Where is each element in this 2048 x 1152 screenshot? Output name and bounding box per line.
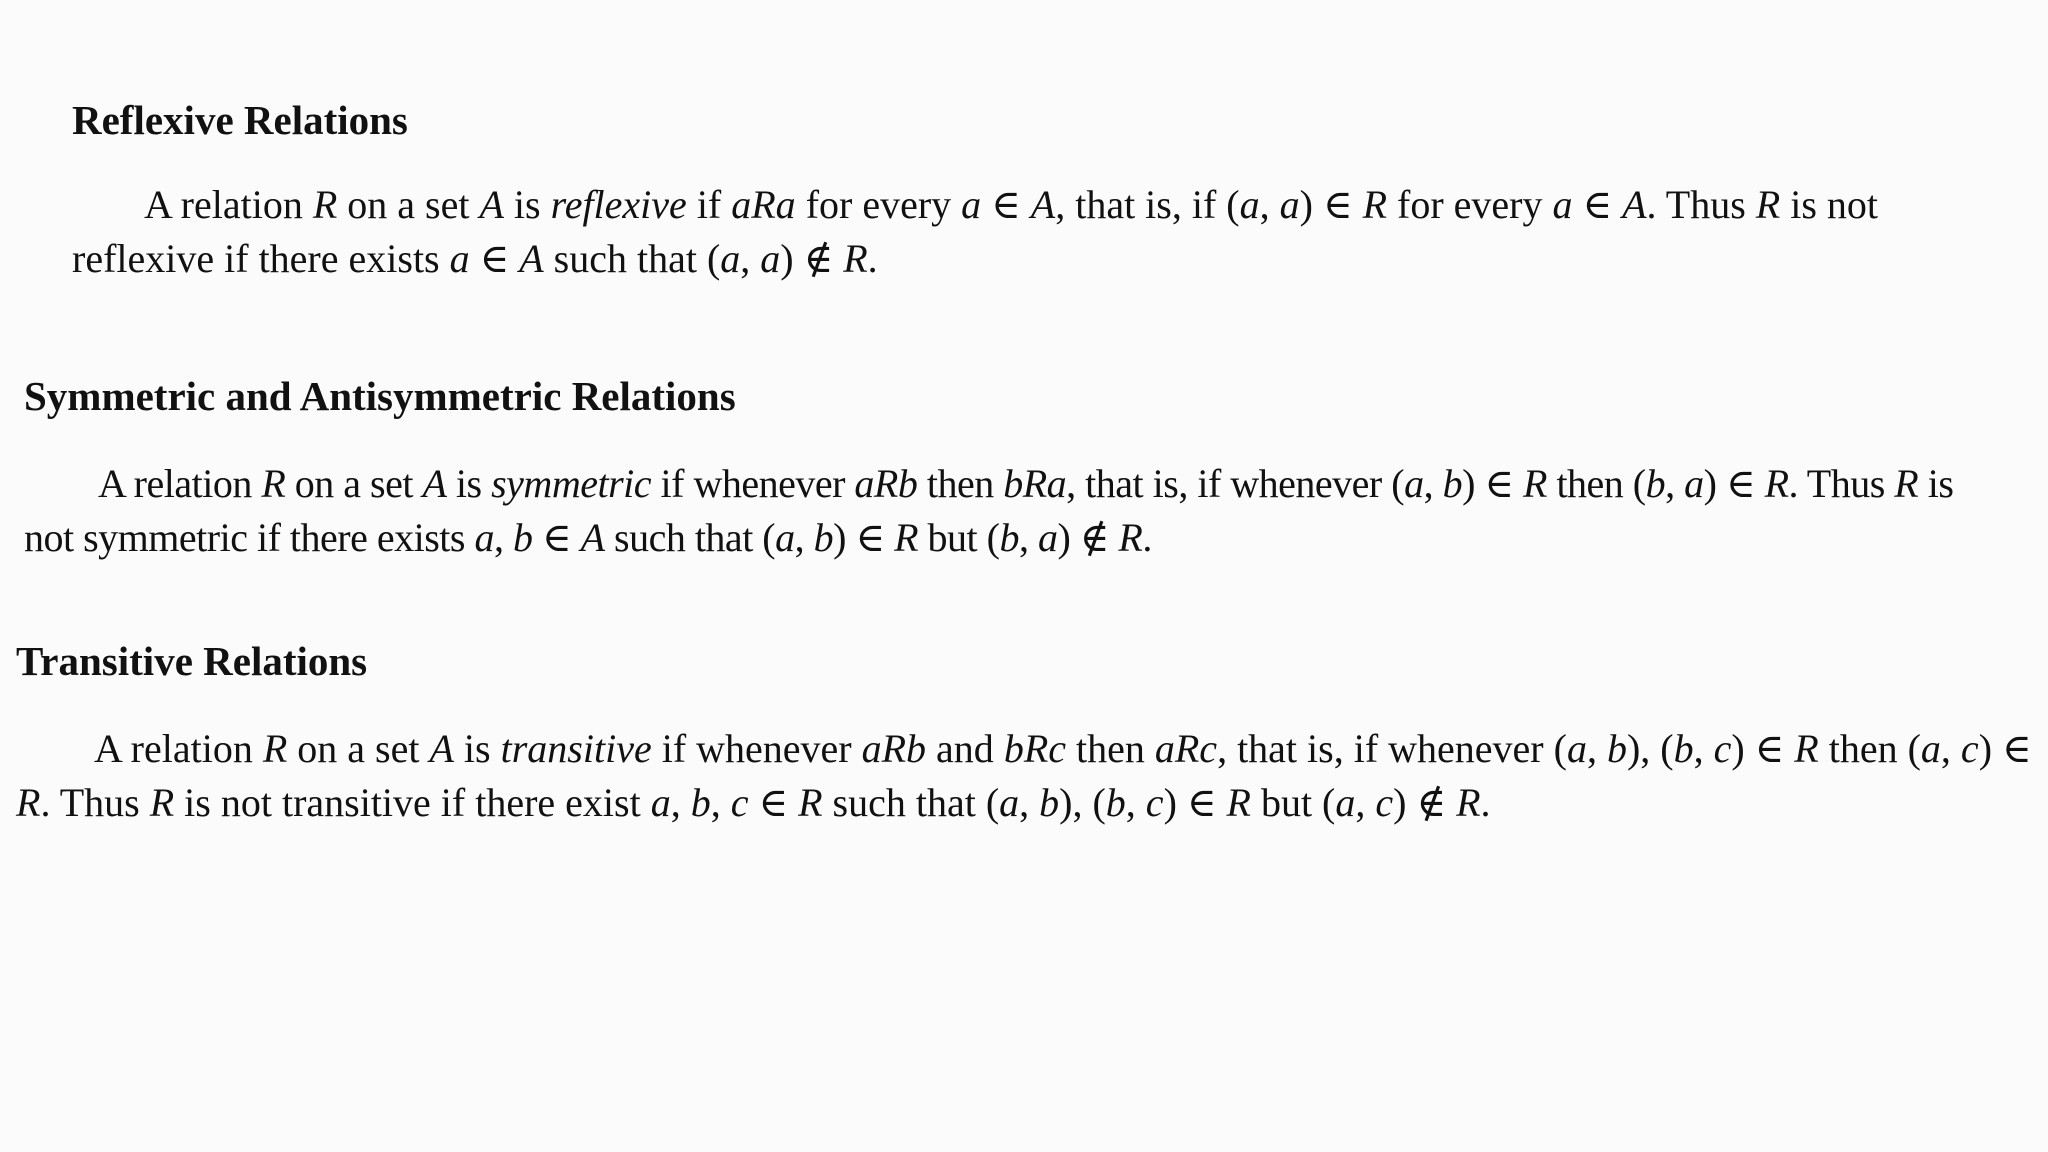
math: a [961,182,982,227]
text: ) ∈ [1462,461,1523,506]
math: a [1920,726,1941,771]
text: then ( [1546,461,1646,506]
text: such that ( [822,780,1000,825]
section-paragraph [24,457,1954,565]
text: ∈ [1572,182,1623,227]
math: c [1145,780,1164,825]
math: c [1713,726,1732,771]
text: for every [795,182,962,227]
text: , [1423,461,1443,506]
text: A relation [144,182,313,227]
section-symmetric [24,373,1954,565]
math: a [760,236,781,281]
math: R [843,236,868,281]
math: R [1362,182,1387,227]
math: b [1442,461,1463,506]
text: . [1142,515,1152,560]
math: a [1552,182,1573,227]
math: b [999,515,1019,560]
text: ) ∈ [1703,461,1765,506]
text: , [670,780,691,825]
text: is not reflexive if there exists [72,182,1879,281]
text: is [503,182,551,227]
text: , [493,515,513,560]
math: R [312,182,338,227]
text: , [1355,780,1376,825]
term: transitive [500,726,652,771]
text: , [1940,726,1961,771]
text: is not symmetric if there exists [24,461,1954,560]
math: aRa [731,182,796,227]
math: a [650,780,671,825]
math: R [894,515,918,560]
text: , [1586,726,1607,771]
text: . Thus [1788,461,1895,506]
text: on a set [285,461,423,506]
text: ) ∉ [1393,780,1457,825]
text: , [740,236,761,281]
text: ) ∈ [1163,780,1227,825]
section-paragraph [16,722,2036,830]
math: a [474,515,494,560]
math: R [798,780,823,825]
section-heading: Transitive Relations [16,638,368,684]
text: . Thus [40,780,150,825]
term: symmetric [491,461,652,506]
text: A relation [94,726,263,771]
math: aRc [1154,726,1218,771]
text: ) ∉ [780,236,844,281]
math: a [1566,726,1587,771]
text: . [867,236,878,281]
math: a [720,236,741,281]
math: a [999,780,1020,825]
text: , [1018,515,1038,560]
math: bRa [1003,461,1067,506]
text: A relation [98,461,262,506]
math: b [813,515,834,560]
math: A [1622,182,1647,227]
text: ) ∈ [1978,726,2032,771]
math: R [149,780,175,825]
text: is [446,461,492,506]
text: such that ( [604,515,776,560]
text: then [917,461,1004,506]
math: b [1105,780,1126,825]
math: b [1673,726,1694,771]
text: on a set [337,182,480,227]
text: then [1066,726,1155,771]
math: R [1118,515,1143,560]
text: , [1693,726,1714,771]
math: c [730,780,749,825]
text: , [1259,182,1280,227]
text: ) ∉ [1057,515,1119,560]
text: , that is, if ( [1055,182,1240,227]
text: if whenever [651,461,855,506]
text: if [686,182,732,227]
section-heading: Reflexive Relations [72,97,408,143]
math: R [1755,182,1781,227]
section-transitive [16,638,2036,830]
text: . Thus [1646,182,1756,227]
math: c [1375,780,1394,825]
text: ) ∈ [1299,182,1363,227]
text: ∈ [981,182,1031,227]
math: R [1894,461,1919,506]
math: b [1039,780,1060,825]
text: , that is, if whenever ( [1217,726,1567,771]
math: b [690,780,711,825]
math: a [1279,182,1300,227]
math: aRb [861,726,927,771]
text: ), ( [1626,726,1674,771]
math: R [16,780,41,825]
text: ∈ [469,236,520,281]
math: a [1404,461,1424,506]
text: for every [1387,182,1553,227]
text: , [1019,780,1040,825]
text: ) ∈ [833,515,895,560]
math: b [1606,726,1627,771]
text: but ( [1250,780,1336,825]
math: A [1030,182,1056,227]
math: a [1335,780,1356,825]
math: a [775,515,795,560]
text: , [1665,461,1685,506]
text: is [453,726,501,771]
text: , [794,515,814,560]
math: R [261,461,286,506]
text: , that is, if whenever ( [1066,461,1405,506]
math: R [1794,726,1819,771]
math: R [1523,461,1547,506]
section-heading: Symmetric and Antisymmetric Relations [24,373,736,419]
math: A [429,726,454,771]
text: ), ( [1059,780,1106,825]
section-paragraph [72,178,1992,286]
math: b [1645,461,1666,506]
text: is not transitive if there exist [174,780,651,825]
term: reflexive [550,182,687,227]
math: a [449,236,470,281]
math: a [1684,461,1704,506]
text: such that ( [543,236,721,281]
math: R [1456,780,1481,825]
math: R [1226,780,1251,825]
text: ∈ [748,780,799,825]
math: a [1037,515,1058,560]
text: on a set [287,726,430,771]
math: A [519,236,544,281]
math: A [479,182,504,227]
text: then ( [1818,726,1921,771]
math: bRc [1003,726,1066,771]
text: , [1125,780,1146,825]
text: but ( [918,515,1000,560]
math: b [512,515,533,560]
math: aRb [854,461,918,506]
math: R [1764,461,1789,506]
math: c [1960,726,1979,771]
text: ∈ [532,515,581,560]
text: if whenever [651,726,862,771]
text: ) ∈ [1731,726,1795,771]
text: . [1480,780,1491,825]
math: a [1239,182,1260,227]
math: A [422,461,447,506]
text: , [710,780,731,825]
math: R [262,726,288,771]
section-reflexive [72,97,1992,286]
text: and [926,726,1004,771]
math: A [580,515,605,560]
